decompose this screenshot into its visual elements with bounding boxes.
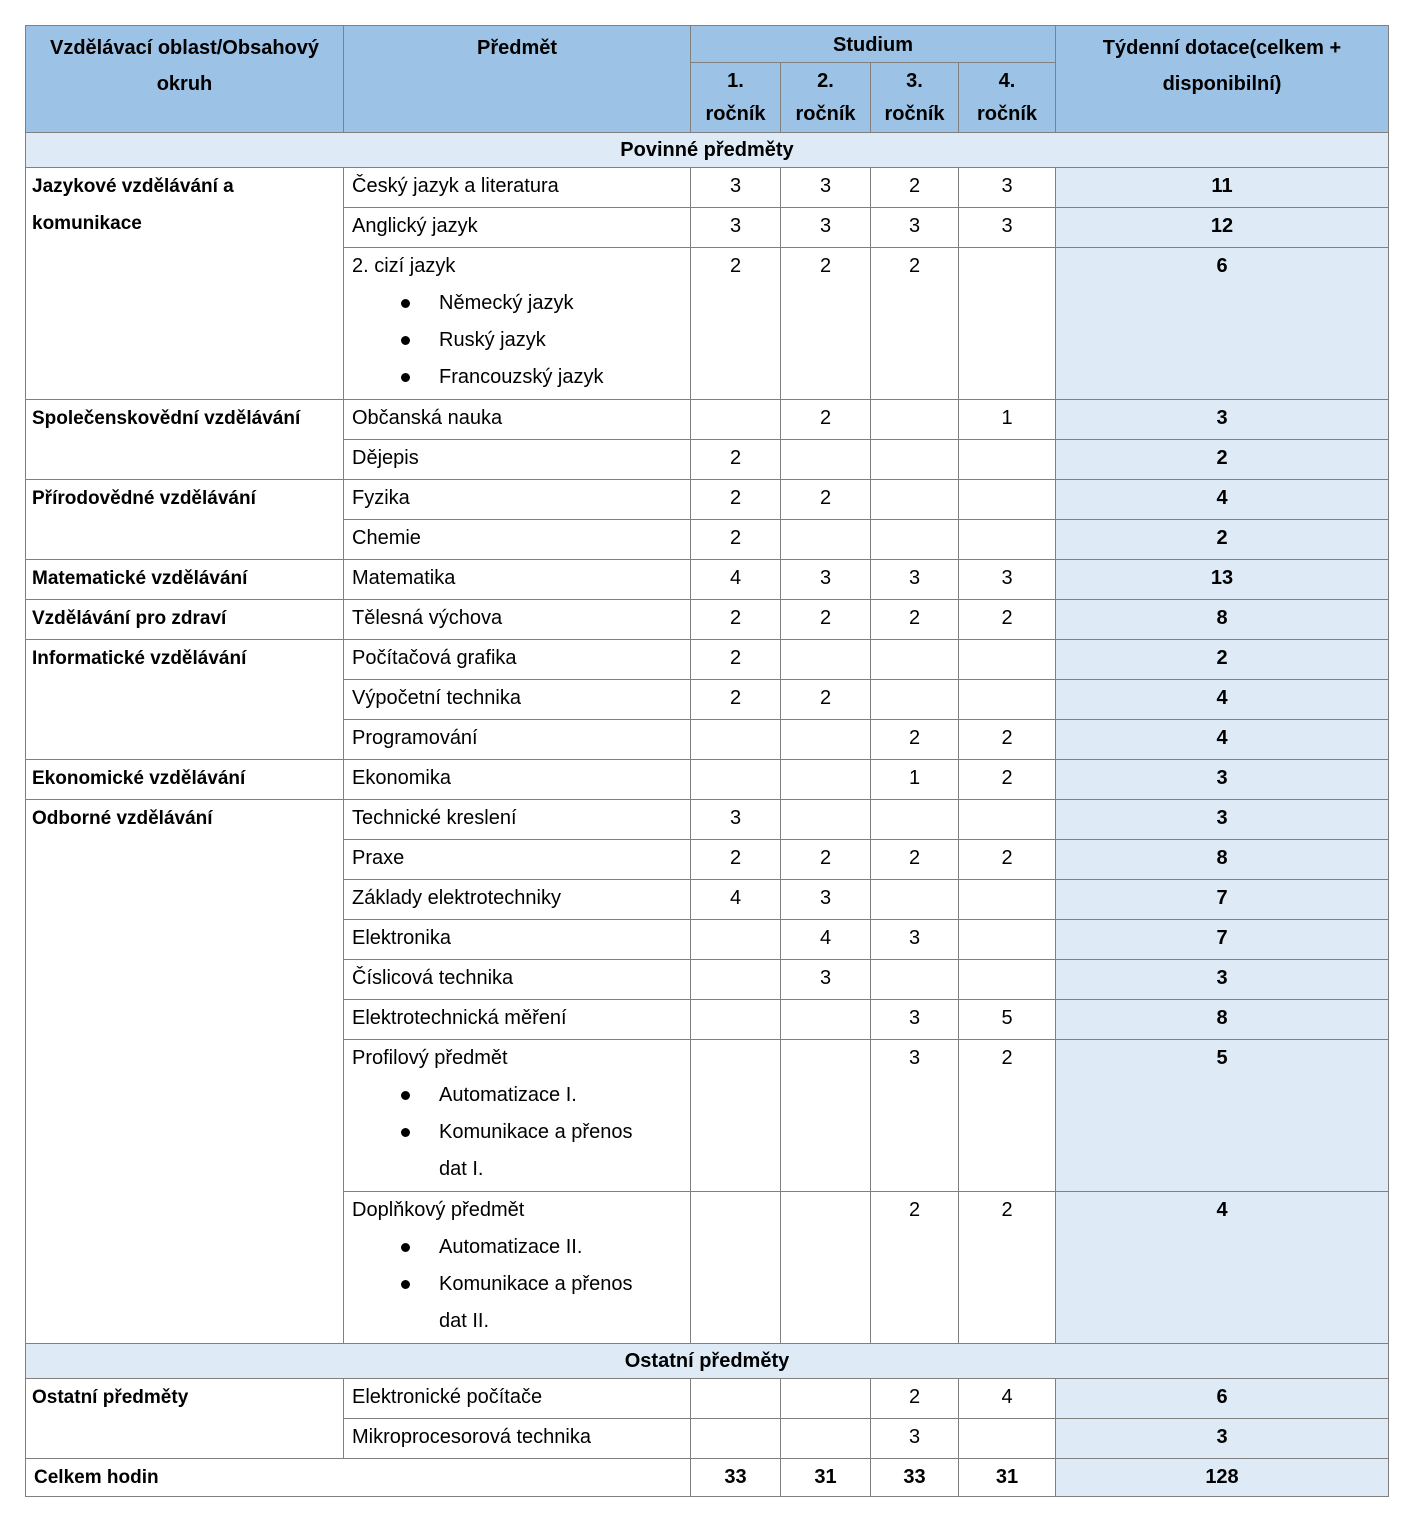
bullet-item: Komunikace a přenos dat I. (399, 1114, 657, 1188)
year-1-value-cell: 2 (691, 520, 781, 560)
weekly-total-cell: 7 (1056, 920, 1389, 960)
subject-row (26, 760, 1389, 800)
total-hours-label: Celkem hodin (26, 1459, 691, 1497)
year-3-value-cell: 2 (871, 168, 959, 208)
year-2-value-cell (781, 720, 871, 760)
area-cell: Vzdělávání pro zdraví (26, 600, 344, 640)
subject-label: Občanská nauka (352, 407, 503, 429)
subject-cell (344, 880, 691, 920)
year-4-value-cell (959, 960, 1056, 1000)
year-1-value-cell: 3 (691, 168, 781, 208)
subject-label: Elektrotechnická měření (352, 1007, 567, 1029)
year-number: 3. (906, 69, 923, 92)
year-number: 1. (727, 69, 744, 92)
year-3-value-cell: 1 (871, 760, 959, 800)
subject-cell (344, 168, 691, 208)
year-3-value-cell (871, 520, 959, 560)
year-1-value-cell (691, 960, 781, 1000)
area-cell: Matematické vzdělávání (26, 560, 344, 600)
bullet-item: Komunikace a přenos dat II. (399, 1266, 657, 1340)
year-1-value-cell (691, 1000, 781, 1040)
year-4-value-cell: 4 (959, 1379, 1056, 1419)
year-4-value-cell: 2 (959, 1040, 1056, 1192)
header-year-4 (959, 63, 1056, 133)
year-1-value-cell: 2 (691, 248, 781, 400)
subject-cell (344, 208, 691, 248)
year-2-value-cell: 2 (781, 840, 871, 880)
weekly-total-cell: 6 (1056, 1379, 1389, 1419)
year-2-value-cell (781, 800, 871, 840)
year-2-value-cell: 3 (781, 880, 871, 920)
section-band-row (26, 1344, 1389, 1379)
year-1-value-cell: 3 (691, 208, 781, 248)
year-2-value-cell (781, 1419, 871, 1459)
subject-bullet-list (352, 1077, 684, 1189)
year-1-value-cell: 4 (691, 560, 781, 600)
year-4-value-cell: 1 (959, 400, 1056, 440)
year-3-value-cell: 3 (871, 1000, 959, 1040)
header-studium-group: Studium (691, 26, 1056, 63)
year-2-value-cell: 2 (781, 248, 871, 400)
year-1-value-cell: 4 (691, 880, 781, 920)
subject-label: Výpočetní technika (352, 687, 521, 709)
area-cell: Informatické vzdělávání (26, 640, 344, 760)
year-1-value-cell (691, 400, 781, 440)
year-1-value-cell (691, 920, 781, 960)
year-3-value-cell: 2 (871, 720, 959, 760)
total-year-3-value-cell: 33 (871, 1459, 959, 1497)
subject-row (26, 560, 1389, 600)
subject-cell (344, 640, 691, 680)
subject-label: Technické kreslení (352, 807, 517, 829)
weekly-total-cell: 3 (1056, 960, 1389, 1000)
year-2-value-cell: 3 (781, 960, 871, 1000)
weekly-total-cell: 13 (1056, 560, 1389, 600)
subject-label: Základy elektrotechniky (352, 887, 561, 909)
year-4-value-cell: 2 (959, 840, 1056, 880)
bullet-item: Francouzský jazyk (399, 359, 657, 396)
year-2-value-cell (781, 640, 871, 680)
subject-row (26, 400, 1389, 440)
year-2-value-cell (781, 520, 871, 560)
subject-cell (344, 480, 691, 520)
year-2-value-cell (781, 1192, 871, 1344)
subject-cell (344, 440, 691, 480)
year-4-value-cell: 2 (959, 600, 1056, 640)
year-3-value-cell: 2 (871, 600, 959, 640)
year-3-value-cell: 2 (871, 1379, 959, 1419)
total-year-1-value-cell: 33 (691, 1459, 781, 1497)
bullet-item: Automatizace I. (399, 1077, 657, 1114)
weekly-total-cell: 4 (1056, 680, 1389, 720)
year-3-value-cell: 3 (871, 560, 959, 600)
year-1-value-cell (691, 1192, 781, 1344)
subject-label: Tělesná výchova (352, 607, 503, 629)
weekly-total-cell: 3 (1056, 760, 1389, 800)
subject-label: Programování (352, 727, 478, 749)
section-band-label: Povinné předměty (26, 133, 1389, 168)
year-3-value-cell (871, 880, 959, 920)
subject-label: Praxe (352, 847, 405, 869)
subject-row (26, 168, 1389, 208)
curriculum-table (25, 25, 1389, 1497)
subject-cell (344, 400, 691, 440)
subject-cell (344, 760, 691, 800)
year-3-value-cell: 3 (871, 208, 959, 248)
year-2-value-cell: 3 (781, 208, 871, 248)
weekly-total-cell: 2 (1056, 520, 1389, 560)
subject-row (26, 640, 1389, 680)
subject-cell (344, 600, 691, 640)
area-cell: Jazykové vzdělávání a komunikace (26, 168, 344, 400)
area-cell: Společenskovědní vzdělávání (26, 400, 344, 480)
weekly-total-cell: 11 (1056, 168, 1389, 208)
total-year-4-value-cell: 31 (959, 1459, 1056, 1497)
year-2-value-cell (781, 440, 871, 480)
subject-cell (344, 720, 691, 760)
bullet-item: Německý jazyk (399, 285, 657, 322)
weekly-total-cell: 7 (1056, 880, 1389, 920)
year-3-value-cell (871, 480, 959, 520)
year-label: ročník (795, 102, 856, 125)
year-3-value-cell: 2 (871, 840, 959, 880)
subject-label: Elektronika (352, 927, 451, 949)
header-row-top (26, 26, 1389, 63)
weekly-total-cell: 12 (1056, 208, 1389, 248)
subject-label: Chemie (352, 527, 421, 549)
year-4-value-cell (959, 440, 1056, 480)
subject-cell (344, 560, 691, 600)
year-label: ročník (976, 102, 1038, 125)
subject-cell (344, 800, 691, 840)
year-2-value-cell: 3 (781, 168, 871, 208)
weekly-total-cell: 4 (1056, 480, 1389, 520)
year-2-value-cell: 2 (781, 600, 871, 640)
header-year-3 (871, 63, 959, 133)
year-4-value-cell: 3 (959, 208, 1056, 248)
subject-cell (344, 520, 691, 560)
subject-bullet-list (352, 1229, 684, 1341)
weekly-total-cell: 4 (1056, 720, 1389, 760)
weekly-total-cell: 6 (1056, 248, 1389, 400)
subject-label: 2. cizí jazyk (352, 255, 456, 277)
year-3-value-cell (871, 640, 959, 680)
subject-label: Dějepis (352, 447, 419, 469)
subject-label: Matematika (352, 567, 456, 589)
subject-row (26, 480, 1389, 520)
year-4-value-cell (959, 920, 1056, 960)
subject-label: Počítačová grafika (352, 647, 517, 669)
area-cell: Ekonomické vzdělávání (26, 760, 344, 800)
bullet-item: Ruský jazyk (399, 322, 657, 359)
table-body (26, 133, 1389, 1497)
year-number: 2. (817, 69, 834, 92)
year-2-value-cell (781, 760, 871, 800)
weekly-total-cell: 8 (1056, 1000, 1389, 1040)
subject-label: Mikroprocesorová technika (352, 1426, 591, 1448)
subject-row (26, 800, 1389, 840)
year-1-value-cell: 2 (691, 600, 781, 640)
header-area-column: Vzdělávací oblast/Obsahový okruh (26, 26, 344, 133)
year-3-value-cell (871, 960, 959, 1000)
section-band-row (26, 133, 1389, 168)
subject-row (26, 1379, 1389, 1419)
subject-label: Profilový předmět (352, 1047, 508, 1069)
year-3-value-cell (871, 400, 959, 440)
year-1-value-cell: 2 (691, 680, 781, 720)
year-4-value-cell (959, 880, 1056, 920)
subject-cell (344, 680, 691, 720)
year-1-value-cell: 3 (691, 800, 781, 840)
subject-cell (344, 840, 691, 880)
year-3-value-cell (871, 800, 959, 840)
weekly-total-cell: 3 (1056, 400, 1389, 440)
year-3-value-cell (871, 680, 959, 720)
weekly-total-cell: 2 (1056, 440, 1389, 480)
year-4-value-cell (959, 520, 1056, 560)
header-year-2 (781, 63, 871, 133)
year-4-value-cell: 2 (959, 720, 1056, 760)
year-2-value-cell: 4 (781, 920, 871, 960)
year-number: 4. (998, 69, 1016, 92)
year-1-value-cell (691, 760, 781, 800)
subject-row (26, 600, 1389, 640)
header-subject-column: Předmět (344, 26, 691, 133)
subject-label: Číslicová technika (352, 967, 514, 989)
subject-cell (344, 248, 691, 400)
weekly-total-cell: 4 (1056, 1192, 1389, 1344)
year-4-value-cell: 5 (959, 1000, 1056, 1040)
year-2-value-cell (781, 1000, 871, 1040)
grand-total-cell: 128 (1056, 1459, 1389, 1497)
area-cell: Ostatní předměty (26, 1379, 344, 1459)
subject-label: Ekonomika (352, 767, 451, 789)
year-4-value-cell (959, 680, 1056, 720)
year-2-value-cell: 2 (781, 400, 871, 440)
year-label: ročník (884, 102, 945, 125)
year-1-value-cell (691, 1419, 781, 1459)
subject-label: Elektronické počítače (352, 1386, 543, 1408)
subject-label: Doplňkový předmět (352, 1199, 525, 1221)
header-year-1 (691, 63, 781, 133)
year-1-value-cell (691, 720, 781, 760)
year-1-value-cell (691, 1040, 781, 1192)
year-4-value-cell: 3 (959, 560, 1056, 600)
year-1-value-cell (691, 1379, 781, 1419)
weekly-total-cell: 3 (1056, 1419, 1389, 1459)
year-3-value-cell: 2 (871, 1192, 959, 1344)
bullet-item: Automatizace II. (399, 1229, 657, 1266)
year-4-value-cell (959, 640, 1056, 680)
year-2-value-cell: 3 (781, 560, 871, 600)
weekly-total-cell: 2 (1056, 640, 1389, 680)
year-2-value-cell (781, 1379, 871, 1419)
year-4-value-cell (959, 1419, 1056, 1459)
subject-cell (344, 1040, 691, 1192)
subject-cell (344, 960, 691, 1000)
header-weekly-total-column: Týdenní dotace(celkem + disponibilní) (1056, 26, 1389, 133)
year-2-value-cell (781, 1040, 871, 1192)
area-cell: Odborné vzdělávání (26, 800, 344, 1344)
year-3-value-cell (871, 440, 959, 480)
year-4-value-cell: 2 (959, 1192, 1056, 1344)
section-band-label: Ostatní předměty (26, 1344, 1389, 1379)
subject-label: Český jazyk a literatura (352, 175, 559, 197)
weekly-total-cell: 5 (1056, 1040, 1389, 1192)
year-3-value-cell: 3 (871, 920, 959, 960)
total-hours-row (26, 1459, 1389, 1497)
weekly-total-cell: 8 (1056, 600, 1389, 640)
total-year-2-value-cell: 31 (781, 1459, 871, 1497)
subject-label: Fyzika (352, 487, 410, 509)
year-2-value-cell: 2 (781, 480, 871, 520)
area-cell: Přírodovědné vzdělávání (26, 480, 344, 560)
year-1-value-cell: 2 (691, 440, 781, 480)
subject-label: Anglický jazyk (352, 215, 478, 237)
year-2-value-cell: 2 (781, 680, 871, 720)
weekly-total-cell: 8 (1056, 840, 1389, 880)
year-3-value-cell: 3 (871, 1040, 959, 1192)
subject-cell (344, 1419, 691, 1459)
weekly-total-cell: 3 (1056, 800, 1389, 840)
year-1-value-cell: 2 (691, 640, 781, 680)
year-4-value-cell (959, 480, 1056, 520)
subject-cell (344, 1192, 691, 1344)
year-4-value-cell (959, 248, 1056, 400)
year-3-value-cell: 2 (871, 248, 959, 400)
subject-cell (344, 920, 691, 960)
subject-cell (344, 1000, 691, 1040)
year-label: ročník (705, 102, 766, 125)
year-3-value-cell: 3 (871, 1419, 959, 1459)
year-1-value-cell: 2 (691, 480, 781, 520)
subject-bullet-list (352, 285, 684, 397)
year-1-value-cell: 2 (691, 840, 781, 880)
table-header (26, 26, 1389, 133)
year-4-value-cell: 3 (959, 168, 1056, 208)
subject-cell (344, 1379, 691, 1419)
year-4-value-cell: 2 (959, 760, 1056, 800)
year-4-value-cell (959, 800, 1056, 840)
